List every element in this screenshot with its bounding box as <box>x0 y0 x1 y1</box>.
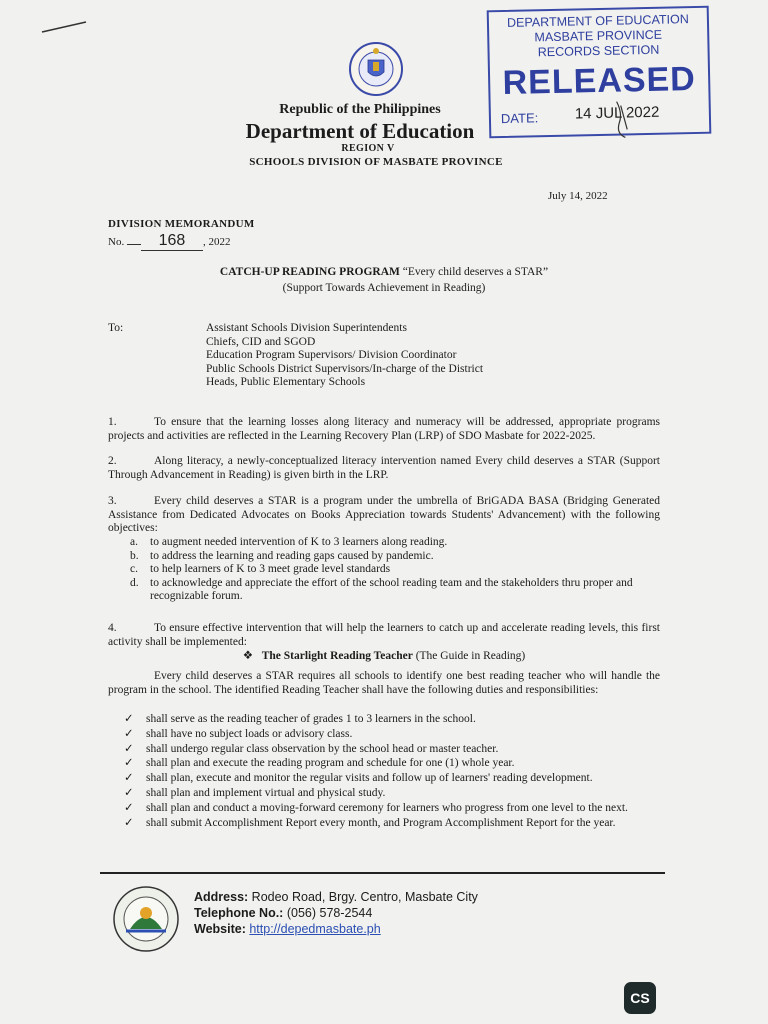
stamp-line-3: RECORDS SECTION <box>537 42 660 60</box>
camscanner-badge-icon: CS <box>624 982 656 1014</box>
duties-list <box>124 712 664 830</box>
check-icon: ✓ <box>124 786 134 799</box>
memo-number: 168 <box>141 232 203 251</box>
stamp-date-label: DATE: <box>500 110 539 127</box>
republic-heading: Republic of the Philippines <box>279 102 441 117</box>
paragraph-number: 2. <box>108 455 117 467</box>
paragraph-text: To ensure effective intervention that will help the learners to catch up and accelerate reading levels, this first activity shall be implemented: <box>108 622 660 648</box>
footer-divider <box>100 872 665 874</box>
diamond-bullet-icon: ❖ <box>242 650 254 662</box>
stamp-status: RELEASED <box>502 59 697 103</box>
list-item: ✓ shall serve as the reading teacher of grades 1 to 3 learners in the school. <box>124 713 476 725</box>
list-item: ✓ shall plan, execute and monitor the regular visits and follow up of learners' reading development. <box>124 772 593 785</box>
signature-mark <box>613 99 632 139</box>
recipient-item: Chiefs, CID and SGOD <box>206 335 316 348</box>
list-item: b. to address the learning and reading gaps caused by pandemic. <box>130 549 434 562</box>
recipient-item: Public Schools District Supervisors/In-charge of the District <box>206 362 484 375</box>
objectives-list <box>130 536 660 604</box>
activity-title: The Starlight Reading Teacher <box>261 650 413 662</box>
subject-quote: “Every child deserves a STAR” <box>399 266 549 278</box>
check-icon: ✓ <box>124 757 134 770</box>
check-icon: ✓ <box>124 713 134 725</box>
paragraph-number: 1. <box>108 416 117 428</box>
activity-subtitle: (The Guide in Reading) <box>412 650 526 662</box>
list-item: ✓ shall plan and conduct a moving-forward ceremony for learners who progress from one level to the next. <box>124 801 628 814</box>
subject-subtitle: (Support Towards Achievement in Reading) <box>282 282 486 294</box>
region-heading: REGION V <box>341 143 395 154</box>
subject-line <box>0 266 768 278</box>
check-icon: ✓ <box>124 816 134 829</box>
to-label: To: <box>108 322 124 334</box>
paragraph-text: To ensure that the learning losses along literacy and numeracy will be addressed, appropriate programs projects and activities are reflected in the Learning Recovery Plan (LRP) of SDO Masbate for 2022-2025. <box>108 416 660 442</box>
released-stamp <box>487 6 712 139</box>
paragraph-2 <box>108 455 660 482</box>
deped-seal-logo <box>348 40 404 98</box>
paragraph-number: 4. <box>108 622 117 634</box>
list-item: ✓ shall submit Accomplishment Report every month, and Program Accomplishment Report for the year. <box>124 816 616 829</box>
activity-heading <box>0 648 768 662</box>
memo-year: , 2022 <box>202 236 231 248</box>
memo-no-label: No. <box>108 236 125 248</box>
memo-date: July 14, 2022 <box>548 190 608 202</box>
paragraph-4 <box>108 622 660 649</box>
check-icon: ✓ <box>124 772 134 785</box>
list-item: ✓ shall have no subject loads or advisory class. <box>124 727 353 740</box>
paragraph-1 <box>108 416 660 443</box>
paragraph-text: Along literacy, a newly-conceptualized literacy intervention named Every child deserves a STAR (Support Through Advancement in Reading) is given birth in the LRP. <box>108 455 660 481</box>
footer-website: Website: http://depedmasbate.ph <box>194 922 381 936</box>
department-heading: Department of Education <box>245 119 475 143</box>
recipient-item: Assistant Schools Division Superintendents <box>206 322 407 334</box>
subject-bold: CATCH-UP READING PROGRAM <box>219 266 400 278</box>
stamp-line-2: MASBATE PROVINCE <box>534 27 663 45</box>
memo-number-line <box>108 232 230 251</box>
recipient-list <box>206 322 483 390</box>
list-item: ✓ shall plan and execute the reading program and schedule for one (1) whole year. <box>124 757 515 770</box>
recipient-item: Education Program Supervisors/ Division Coordinator <box>206 349 457 361</box>
recipient-item: Heads, Public Elementary Schools <box>206 376 366 388</box>
paragraph-5: Every child deserves a STAR requires all schools to identify one best reading teacher who will handle the program in the school. The identified Reading Teacher shall have the following duties and responsibilities: <box>108 670 660 696</box>
footer-address: Address: Rodeo Road, Brgy. Centro, Masbate City <box>194 890 478 904</box>
check-icon: ✓ <box>124 727 134 740</box>
paragraph-3 <box>108 495 660 536</box>
footer-phone: Telephone No.: (056) 578-2544 <box>194 906 373 920</box>
paragraph-number: 3. <box>108 495 117 507</box>
website-link[interactable]: http://depedmasbate.ph <box>249 922 381 936</box>
stamp-date-value: 14 JUL 2022 <box>574 103 660 123</box>
list-item: a. to augment needed intervention of K to 3 learners along reading. <box>130 536 448 548</box>
list-item: ✓ shall undergo regular class observation by the school head or master teacher. <box>124 742 499 755</box>
memo-title: DIVISION MEMORANDUM <box>108 218 255 230</box>
check-icon: ✓ <box>124 742 134 755</box>
check-icon: ✓ <box>124 801 134 814</box>
list-item: c. to help learners of K to 3 meet grade level standards <box>130 563 391 575</box>
list-item: ✓ shall plan and implement virtual and physical study. <box>124 786 386 799</box>
stamp-line-1: DEPARTMENT OF EDUCATION <box>506 12 689 30</box>
division-heading: SCHOOLS DIVISION OF MASBATE PROVINCE <box>249 156 503 168</box>
pen-mark <box>40 20 88 34</box>
list-item: d. to acknowledge and appreciate the effort of the school reading team and the stakeholders thru proper and recognizable forum. <box>130 576 633 602</box>
division-seal-logo <box>108 885 184 953</box>
paragraph-text: Every child deserves a STAR is a program under the umbrella of BriGADA BASA (Bridging Generated Assistance from Dedicated Advocates on Books Appreciation towards Students' Advancement) with the following objectives: <box>108 495 660 534</box>
